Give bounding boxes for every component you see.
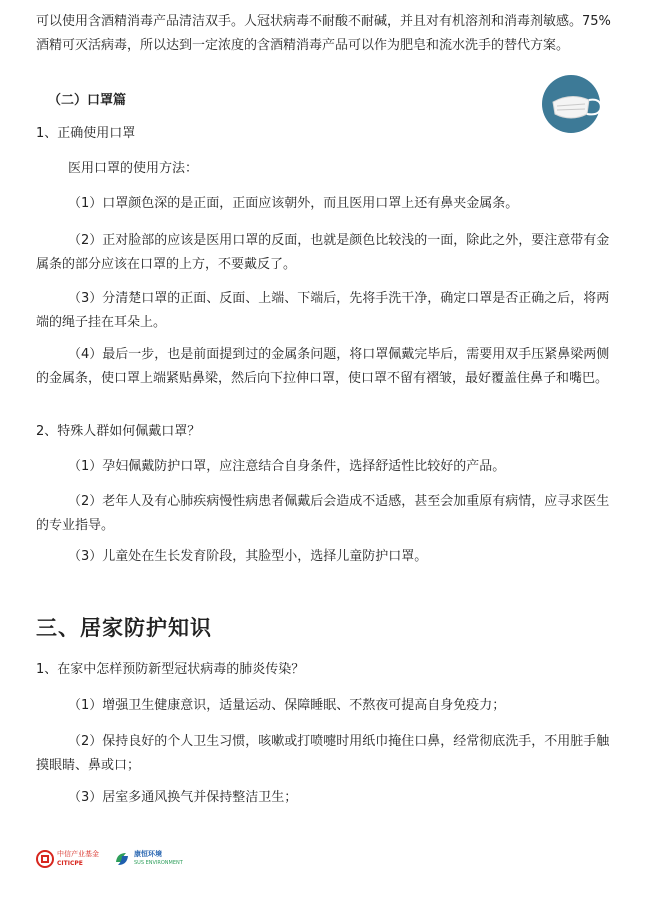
citicpe-logo-cn: 中信产业基金 <box>57 850 99 858</box>
q1-item-1: （1）口罩颜色深的是正面，正面应该朝外，而且医用口罩上还有鼻夹金属条。 <box>68 196 519 211</box>
q3-item-1: （1）增强卫生健康意识，适量运动、保障睡眠、不熬夜可提高自身免疫力； <box>68 698 506 713</box>
footer-logos <box>36 850 183 868</box>
citicpe-logo-en: CITICPE <box>57 860 83 867</box>
q1-item-4: （4）最后一步，也是前面提到过的金属条问题，将口罩佩戴完毕后，需要用双手压紧鼻梁两侧的金属条，使口罩上端紧贴鼻梁，然后向下拉伸口罩，使口罩不留有褶皱，最好覆盖住鼻子和嘴巴。 <box>36 347 610 386</box>
q2-item-3: （3）儿童处在生长发育阶段，其脸型小，选择儿童防护口罩。 <box>68 549 428 564</box>
citicpe-logo-icon <box>36 850 54 868</box>
section-home-title: 三、居家防护知识 <box>36 615 212 640</box>
q2-item-2: （2）老年人及有心肺疾病慢性病患者佩戴后会造成不适感，甚至会加重原有病情，应寻求医生的专业指导。 <box>36 494 610 533</box>
q2-item-1: （1）孕妇佩戴防护口罩，应注意结合自身条件，选择舒适性比较好的产品。 <box>68 459 506 474</box>
q1-item-2: （2）正对脸部的应该是医用口罩的反面，也就是颜色比较浅的一面，除此之外，要注意带有金属条的部分应该在口罩的上方，不要戴反了。 <box>36 233 610 272</box>
question-3: 1、在家中怎样预防新型冠状病毒的肺炎传染？ <box>36 662 305 677</box>
section-mask-title: （二）口罩篇 <box>48 93 127 108</box>
q3-item-2: （2）保持良好的个人卫生习惯，咳嗽或打喷嚏时用纸巾掩住口鼻，经常彻底洗手，不用脏手触摸眼睛、鼻或口； <box>36 734 610 773</box>
citicpe-logo <box>36 850 99 868</box>
sus-logo <box>113 850 183 868</box>
q1-item-3: （3）分清楚口罩的正面、反面、上端、下端后，先将手洗干净，确定口罩是否正确之后，将两端的绳子挂在耳朵上。 <box>36 291 610 330</box>
question-1: 1、正确使用口罩 <box>36 126 136 141</box>
question-1-lead: 医用口罩的使用方法： <box>68 161 199 176</box>
sus-logo-en: SUS ENVIRONMENT <box>134 860 183 866</box>
intro-paragraph: 可以使用含酒精消毒产品清洁双手。人冠状病毒不耐酸不耐碱，并且对有机溶剂和消毒剂敏感。75% 酒精可灭活病毒，所以达到一定浓度的含酒精消毒产品可以作为肥皂和流水洗手的替代方案。 <box>36 14 611 53</box>
sus-logo-cn: 康恒环境 <box>134 850 162 858</box>
sus-logo-icon <box>113 850 131 868</box>
question-2: 2、特殊人群如何佩戴口罩？ <box>36 424 201 439</box>
mask-icon <box>535 74 607 134</box>
q3-item-3: （3）居室多通风换气并保持整洁卫生； <box>68 790 298 805</box>
